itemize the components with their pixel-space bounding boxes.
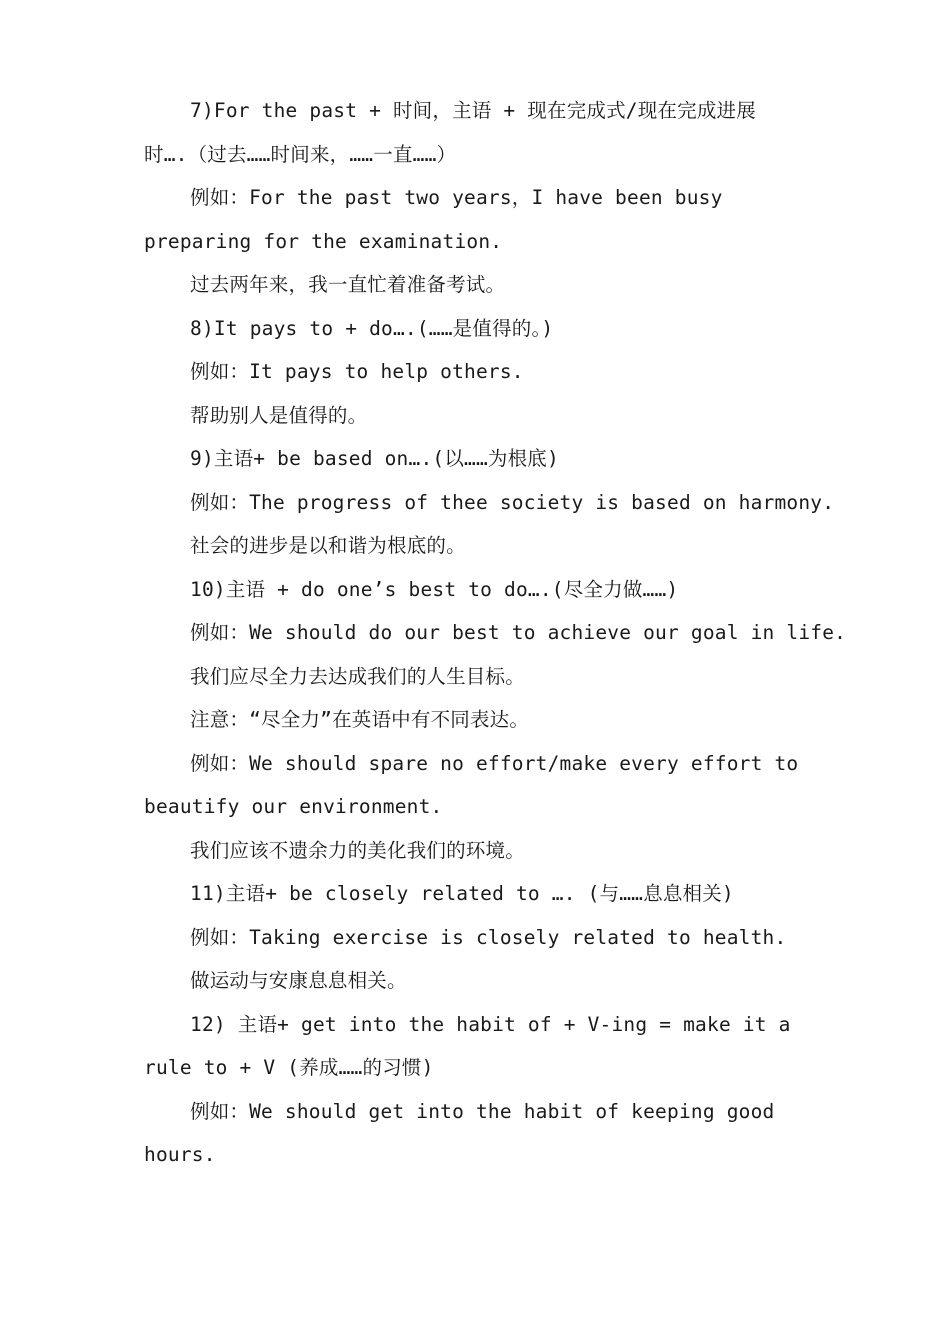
document-body bbox=[144, 89, 847, 1177]
text-line: 做运动与安康息息相关。 bbox=[190, 969, 407, 992]
text-line: 例如：For the past two years，I have been busy bbox=[190, 186, 723, 209]
text-line: 12) 主语+ get into the habit of + V-ing = make it a bbox=[190, 1012, 791, 1036]
text-line: 我们应尽全力去达成我们的人生目标。 bbox=[190, 664, 525, 688]
text-line: hours. bbox=[144, 1143, 216, 1166]
text-line: 例如：We should get into the habit of keeping good bbox=[190, 1099, 775, 1123]
text-line: 注意：“尽全力”在英语中有不同表达。 bbox=[190, 708, 530, 731]
text-line: 时….（过去……时间来，……一直……） bbox=[144, 142, 457, 166]
text-line: 例如：It pays to help others. bbox=[190, 360, 524, 383]
text-line: 9)主语+ be based on….(以……为根底) bbox=[190, 447, 559, 470]
text-line: 10)主语 + do one’s best to do….(尽全力做……) bbox=[190, 577, 679, 601]
text-line: 帮助别人是值得的。 bbox=[190, 403, 368, 427]
text-line: 8)It pays to + do….(……是值得的。) bbox=[190, 316, 554, 340]
text-line: 例如：Taking exercise is closely related to health. bbox=[190, 925, 787, 949]
text-line: 11)主语+ be closely related to …. (与……息息相关) bbox=[190, 882, 734, 905]
text-line: 例如：We should do our best to achieve our goal in life. bbox=[190, 621, 847, 644]
text-line: 我们应该不遗余力的美化我们的环境。 bbox=[190, 838, 525, 862]
text-line: 例如：The progress of thee society is based on harmony. bbox=[190, 490, 835, 514]
text-line: 7)For the past + 时间，主语 + 现在完成式/现在完成进展 bbox=[190, 99, 756, 122]
text-line: beautify our environment. bbox=[144, 795, 443, 818]
text-line: 例如：We should spare no effort/make every effort to bbox=[190, 751, 799, 775]
text-line: 社会的进步是以和谐为根底的。 bbox=[190, 534, 466, 557]
text-line: 过去两年来，我一直忙着准备考试。 bbox=[190, 273, 506, 296]
text-line: rule to + V (养成……的习惯) bbox=[144, 1056, 434, 1079]
text-line: preparing for the examination. bbox=[144, 229, 503, 253]
